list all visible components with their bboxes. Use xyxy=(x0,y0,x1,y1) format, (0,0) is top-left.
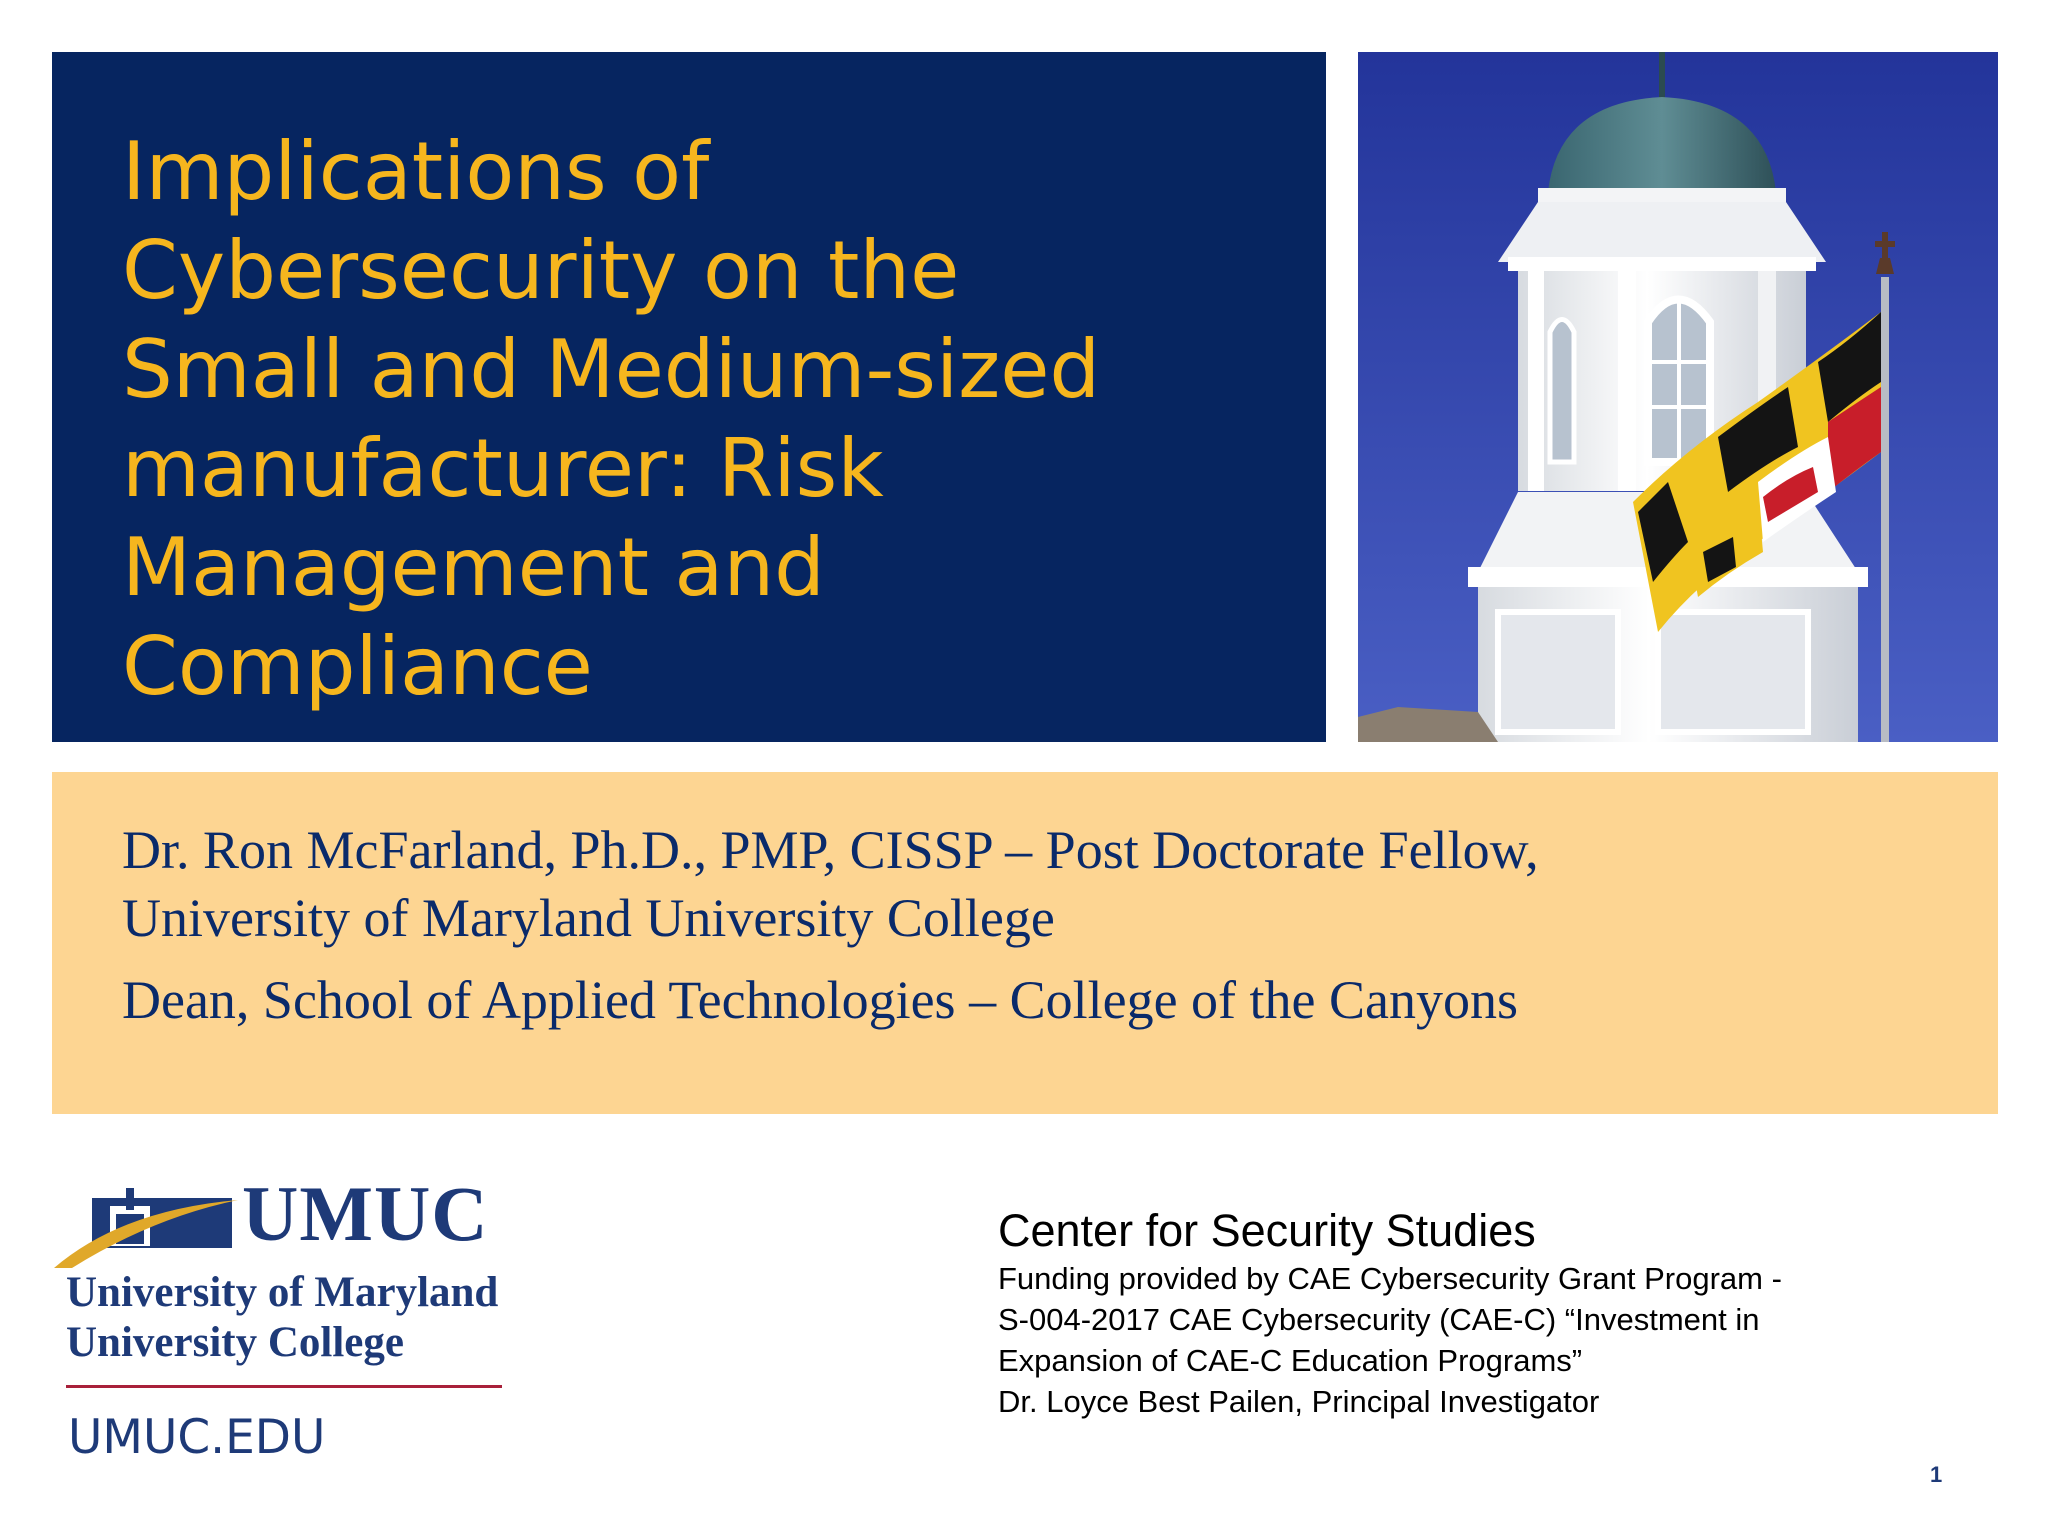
umuc-building-icon xyxy=(52,1170,242,1270)
center-info xyxy=(998,1204,1958,1422)
cupola-flag-photo xyxy=(1358,52,1998,742)
title-line: Management and xyxy=(122,521,825,614)
author-institution: University of Maryland University College xyxy=(122,888,1055,948)
logo-url: UMUC.EDU xyxy=(68,1410,326,1465)
title-line: Implications of xyxy=(122,125,710,218)
logo-university-line: University of Maryland xyxy=(66,1269,499,1316)
logo-university-name xyxy=(66,1268,498,1368)
title-line: Small and Medium-sized xyxy=(122,323,1101,416)
title-line: Compliance xyxy=(122,620,593,713)
title-line: Cybersecurity on the xyxy=(122,224,960,317)
author-panel xyxy=(52,772,1998,1114)
center-info-line: Dr. Loyce Best Pailen, Principal Investigator xyxy=(998,1384,1600,1419)
logo-university-line: University College xyxy=(66,1319,404,1366)
center-title: Center for Security Studies xyxy=(998,1205,1536,1256)
logo-divider xyxy=(66,1385,502,1388)
center-info-line: Funding provided by CAE Cybersecurity Grant Program - xyxy=(998,1261,1782,1296)
logo-wordmark: UMUC xyxy=(242,1170,489,1257)
slide-title xyxy=(122,122,1282,716)
page-number: 1 xyxy=(1930,1462,1943,1487)
center-info-line: Expansion of CAE-C Education Programs” xyxy=(998,1343,1583,1378)
author-credentials: Dr. Ron McFarland, Ph.D., PMP, CISSP – Post Doctorate Fellow, xyxy=(122,820,1539,880)
author-dean-role: Dean, School of Applied Technologies – College of the Canyons xyxy=(122,970,1518,1030)
center-info-line: S-004-2017 CAE Cybersecurity (CAE-C) “Investment in xyxy=(998,1302,1760,1337)
title-panel xyxy=(52,52,1326,742)
umuc-logo xyxy=(52,1170,512,1480)
title-line: manufacturer: Risk xyxy=(122,422,884,515)
